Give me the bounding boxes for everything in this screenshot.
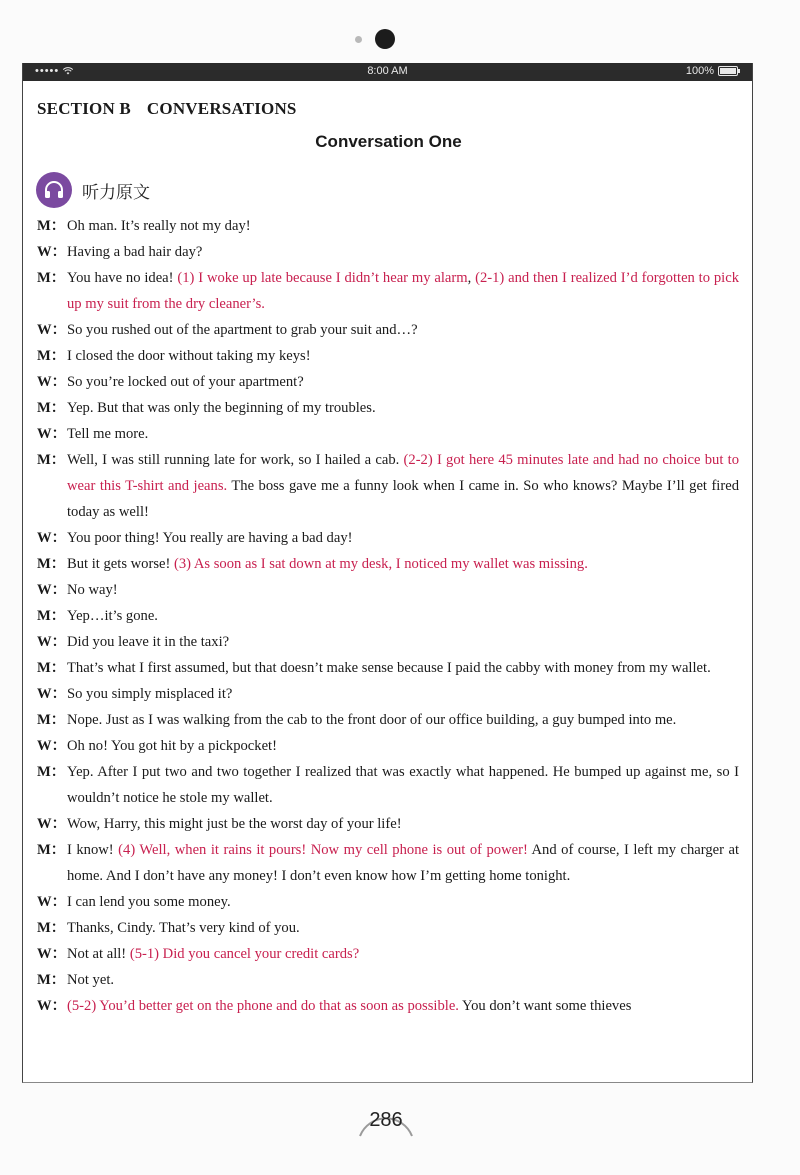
speaker-initial: M — [37, 660, 51, 676]
dialogue-text — [67, 681, 739, 707]
dialogue-segment: That’s what I first assumed, but that doesn’t make sense because I paid the cabby with money from my wallet. — [67, 660, 711, 676]
dialogue-segment: You have no idea! — [67, 270, 178, 286]
answer-highlight: (5-2) You’d better get on the phone and do that as soon as possible. — [67, 998, 459, 1014]
dialogue-text — [67, 265, 739, 317]
transcript-label: 听力原文 — [82, 182, 150, 203]
battery-percent: 100% — [685, 65, 714, 77]
speaker-initial: M — [37, 842, 51, 858]
dialogue-segment: So you simply misplaced it? — [67, 686, 233, 702]
dialogue-text — [67, 837, 739, 889]
dialogue-line — [37, 239, 739, 265]
answer-highlight: (2-1) and then I realized I’d forgotten to pick up my suit from the dry cleaner’s. — [67, 270, 740, 312]
dialogue-text — [67, 213, 739, 239]
speaker-label: M： — [37, 348, 66, 364]
dialogue-line — [37, 707, 739, 733]
speaker-initial: W — [37, 894, 52, 910]
dialogue-segment: Thanks, Cindy. That’s very kind of you. — [67, 920, 300, 936]
answer-highlight: (2-2) I got here 45 minutes late and had no choice but to wear this T-shirt and jeans. — [67, 452, 739, 494]
speaker-label: W： — [37, 426, 67, 442]
answer-highlight: (3) As soon as I sat down at my desk, I noticed my wallet was missing. — [174, 556, 588, 572]
device-camera — [0, 28, 800, 52]
dialogue-segment: , — [467, 270, 476, 286]
dialogue-line — [37, 265, 739, 317]
dialogue-text — [67, 993, 739, 1019]
dialogue-text — [67, 915, 739, 941]
dialogue-line — [37, 811, 739, 837]
speaker-label: W： — [37, 686, 67, 702]
dialogue-line — [37, 395, 739, 421]
status-bar — [23, 63, 752, 81]
sensor-dot — [355, 36, 362, 43]
dialogue-line — [37, 967, 739, 993]
speaker-label: W： — [37, 530, 67, 546]
dialogue-text — [67, 707, 739, 733]
speaker-initial: M — [37, 764, 51, 780]
dialogue-text — [67, 395, 739, 421]
conversation-title: Conversation One — [315, 132, 462, 151]
speaker-label: M： — [37, 972, 66, 988]
dialogue-segment: I closed the door without taking my keys! — [67, 348, 311, 364]
dialogue-line — [37, 759, 739, 811]
speaker-label: M： — [37, 764, 66, 780]
speaker-initial: W — [37, 322, 52, 338]
speaker-label: W： — [37, 894, 67, 910]
dialogue-line — [37, 915, 739, 941]
dialogue-text — [67, 967, 739, 993]
answer-highlight: (1) I woke up late because I didn’t hear my alarm — [177, 270, 468, 286]
dialogue-text — [67, 733, 739, 759]
dialogue-line — [37, 733, 739, 759]
dialogue-segment: Not at all! — [67, 946, 130, 962]
speaker-initial: M — [37, 712, 51, 728]
speaker-label: M： — [37, 660, 66, 676]
speaker-label: W： — [37, 634, 67, 650]
dialogue-segment: Having a bad hair day? — [67, 244, 203, 260]
dialogue-line — [37, 941, 739, 967]
camera-lens — [375, 29, 395, 49]
dialogue-text — [67, 941, 739, 967]
answer-highlight: (4) Well, when it rains it pours! Now my cell phone is out of power! — [118, 842, 528, 858]
dialogue-line — [37, 629, 739, 655]
dialogue-text — [67, 317, 739, 343]
clock: 8:00 AM — [367, 65, 408, 77]
speaker-label: M： — [37, 712, 66, 728]
speaker-label: M： — [37, 270, 66, 286]
dialogue-segment: So you’re locked out of your apartment? — [67, 374, 304, 390]
tablet-screen — [22, 63, 753, 1083]
dialogue-text — [67, 525, 739, 551]
speaker-initial: W — [37, 686, 52, 702]
dialogue-segment: Yep. But that was only the beginning of my troubles. — [67, 400, 376, 416]
dialogue-segment: Did you leave it in the taxi? — [67, 634, 230, 650]
dialogue-line — [37, 447, 739, 525]
speaker-label: M： — [37, 400, 66, 416]
speaker-label: W： — [37, 244, 67, 260]
page-number: 286 — [369, 1109, 403, 1131]
transcript-body — [37, 213, 739, 1019]
dialogue-segment: Not yet. — [67, 972, 115, 988]
dialogue-segment: Tell me more. — [67, 426, 149, 442]
signal-dots: ••••• — [35, 65, 60, 77]
speaker-label: W： — [37, 946, 67, 962]
dialogue-segment: Nope. Just as I was walking from the cab to the front door of our office building, a guy bumped into me. — [67, 712, 677, 728]
dialogue-line — [37, 525, 739, 551]
dialogue-segment: Well, I was still running late for work, so I hailed a cab. — [67, 452, 404, 468]
speaker-initial: W — [37, 816, 52, 832]
dialogue-segment: Wow, Harry, this might just be the worst day of your life! — [67, 816, 402, 832]
speaker-label: W： — [37, 374, 67, 390]
dialogue-text — [67, 551, 739, 577]
dialogue-line — [37, 655, 739, 681]
speaker-label: M： — [37, 608, 66, 624]
dialogue-line — [37, 577, 739, 603]
transcript-header — [36, 172, 150, 208]
speaker-initial: M — [37, 556, 51, 572]
speaker-initial: M — [37, 972, 51, 988]
speaker-label: W： — [37, 322, 67, 338]
dialogue-segment: You poor thing! You really are having a bad day! — [67, 530, 353, 546]
speaker-initial: M — [37, 270, 51, 286]
speaker-label: W： — [37, 582, 67, 598]
speaker-initial: W — [37, 582, 52, 598]
headphones-icon — [36, 172, 72, 208]
dialogue-line — [37, 889, 739, 915]
dialogue-segment: I can lend you some money. — [67, 894, 231, 910]
dialogue-text — [67, 629, 739, 655]
dialogue-line — [37, 369, 739, 395]
dialogue-text — [67, 655, 739, 681]
dialogue-text — [67, 577, 739, 603]
dialogue-segment: Yep…it’s gone. — [67, 608, 158, 624]
speaker-label: W： — [37, 738, 67, 754]
speaker-label: W： — [37, 998, 67, 1014]
speaker-initial: W — [37, 374, 52, 390]
section-part: SECTION B — [37, 99, 131, 118]
speaker-label: M： — [37, 842, 66, 858]
dialogue-segment: Yep. After I put two and two together I realized that was exactly what happened. He bumped up against me, so I wouldn’t notice he stole my wallet. — [67, 764, 739, 806]
speaker-label: M： — [37, 920, 66, 936]
dialogue-text — [67, 889, 739, 915]
speaker-label: M： — [37, 556, 66, 572]
dialogue-text — [67, 759, 739, 811]
speaker-initial: M — [37, 608, 51, 624]
speaker-initial: M — [37, 452, 51, 468]
answer-highlight: (5-1) Did you cancel your credit cards? — [129, 946, 360, 962]
section-heading — [37, 99, 297, 119]
dialogue-text — [67, 603, 739, 629]
dialogue-text — [67, 421, 739, 447]
speaker-initial: M — [37, 400, 51, 416]
speaker-initial: M — [37, 348, 51, 364]
dialogue-text — [67, 343, 739, 369]
dialogue-segment: The boss gave me a funny look when I came in. So who knows? Maybe I’ll get fired today as well! — [67, 478, 739, 520]
battery-icon — [718, 66, 738, 76]
speaker-label: M： — [37, 218, 66, 234]
dialogue-line — [37, 551, 739, 577]
dialogue-line — [37, 317, 739, 343]
speaker-initial: W — [37, 634, 52, 650]
speaker-initial: W — [37, 946, 52, 962]
speaker-initial: W — [37, 244, 52, 260]
speaker-initial: M — [37, 218, 51, 234]
dialogue-text — [67, 239, 739, 265]
speaker-label: W： — [37, 816, 67, 832]
speaker-label: M： — [37, 452, 66, 468]
battery-status — [686, 65, 738, 77]
dialogue-segment: You don’t want some thieves — [458, 998, 632, 1014]
speaker-initial: M — [37, 920, 51, 936]
dialogue-segment: But it gets worse! — [67, 556, 175, 572]
dialogue-segment: Oh no! You got hit by a pickpocket! — [67, 738, 277, 754]
dialogue-segment: Oh man. It’s really not my day! — [67, 218, 251, 234]
dialogue-text — [67, 811, 739, 837]
speaker-initial: W — [37, 426, 52, 442]
dialogue-line — [37, 421, 739, 447]
dialogue-segment: I know! — [67, 842, 119, 858]
dialogue-line — [37, 681, 739, 707]
section-name: CONVERSATIONS — [146, 99, 297, 118]
dialogue-line — [37, 213, 739, 239]
dialogue-line — [37, 603, 739, 629]
dialogue-line — [37, 993, 739, 1019]
dialogue-text — [67, 447, 739, 525]
speaker-initial: W — [37, 530, 52, 546]
dialogue-line — [37, 837, 739, 889]
speaker-initial: W — [37, 998, 52, 1014]
dialogue-line — [37, 343, 739, 369]
speaker-initial: W — [37, 738, 52, 754]
dialogue-segment: And of course, I left my charger at home. And I don’t have any money! I don’t even know how I’m getting home tonight. — [67, 842, 739, 884]
dialogue-segment: No way! — [67, 582, 118, 598]
dialogue-segment: So you rushed out of the apartment to grab your suit and…? — [67, 322, 418, 338]
dialogue-text — [67, 369, 739, 395]
